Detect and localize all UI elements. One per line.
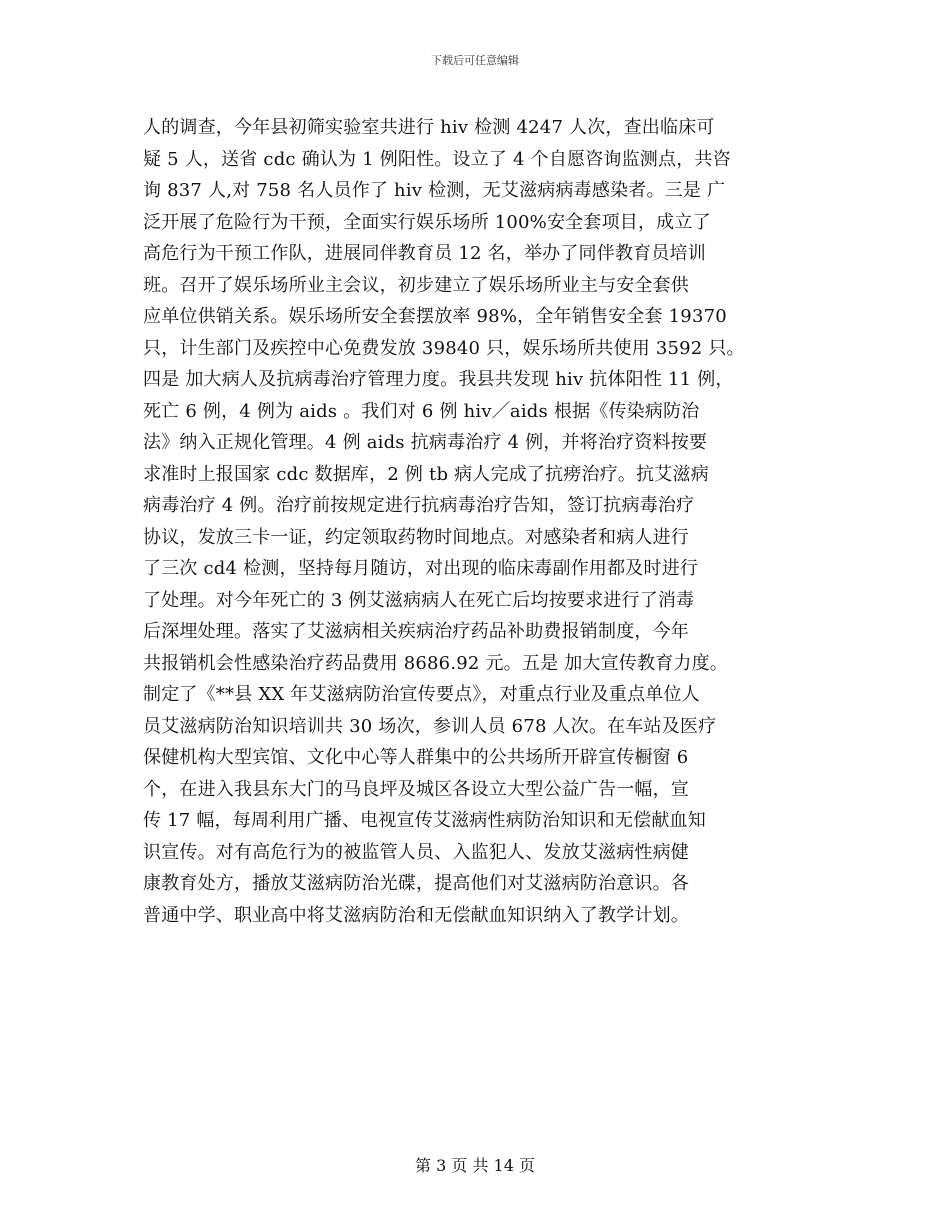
body-line: 只，计生部门及疾控中心免费发放 39840 只，娱乐场所共使用 3592 只。 <box>143 337 745 359</box>
body-line: 应单位供销关系。娱乐场所安全套摆放率 98%，全年销售安全套 19370 <box>143 306 727 327</box>
body-line: 了处理。对今年死亡的 3 例艾滋病病人在死亡后均按要求进行了消毒 <box>143 589 695 611</box>
body-line: 了三次 cd4 检测，坚持每月随访，对出现的临床毒副作用都及时进行 <box>143 558 699 579</box>
body-line: 四是 加大病人及抗病毒治疗管理力度。我县共发现 hiv 抗体阳性 11 例， <box>143 369 734 390</box>
body-line: 保健机构大型宾馆、文化中心等人群集中的公共场所开辟宣传橱窗 6 <box>143 747 689 768</box>
page-number: 第 3 页 共 14 页 <box>415 1156 535 1175</box>
page-header: 下载后可任意编辑 <box>431 54 519 67</box>
body-line: 法》纳入正规化管理。4 例 aids 抗病毒治疗 4 例，并将治疗资料按要 <box>143 432 708 453</box>
body-line: 死亡 6 例，4 例为 aids 。我们对 6 例 hiv／aids 根据《传染病防治 <box>143 400 700 422</box>
body-line: 询 837 人,对 758 名人员作了 hiv 检测，无艾滋病病毒感染者。三是 广 <box>143 180 726 201</box>
body-line: 制定了《**县 XX 年艾滋病防治宣传要点》，对重点行业及重点单位人 <box>143 684 700 705</box>
body-line: 康教育处方，播放艾滋病防治光碟，提高他们对艾滋病防治意识。各 <box>143 873 689 894</box>
body-line: 员艾滋病防治知识培训共 30 场次，参训人员 678 人次。在车站及医疗 <box>143 715 717 737</box>
body-line: 传 17 幅，每周利用广播、电视宣传艾滋病性病防治知识和无偿献血知 <box>143 810 706 831</box>
body-line: 后深埋处理。落实了艾滋病相关疾病治疗药品补助费报销制度，今年 <box>143 621 689 642</box>
body-line: 识宣传。对有高危行为的被监管人员、入监犯人、发放艾滋病性病健 <box>143 841 689 863</box>
body-line: 病毒治疗 4 例。治疗前按规定进行抗病毒治疗告知，签订抗病毒治疗 <box>143 495 695 516</box>
body-line: 班。召开了娱乐场所业主会议，初步建立了娱乐场所业主与安全套供 <box>143 274 689 296</box>
body-line: 疑 5 人，送省 cdc 确认为 1 例阳性。设立了 4 个自愿咨询监测点，共咨 <box>143 148 731 170</box>
body-line: 共报销机会性感染治疗药品费用 8686.92 元。五是 加大宣传教育力度。 <box>143 652 728 674</box>
body-line: 求准时上报国家 cdc 数据库，2 例 tb 病人完成了抗痨治疗。抗艾滋病 <box>143 463 709 485</box>
body-line: 高危行为干预工作队，进展同伴教育员 12 名，举办了同伴教育员培训 <box>143 243 706 264</box>
body-line: 普通中学、职业高中将艾滋病防治和无偿献血知识纳入了教学计划。 <box>143 904 689 926</box>
body-line: 个，在进入我县东大门的马良坪及城区各设立大型公益广告一幅，宣 <box>143 778 689 800</box>
document-body <box>143 112 833 931</box>
body-line: 泛开展了危险行为干预，全面实行娱乐场所 100%安全套项目，成立了 <box>143 211 711 233</box>
body-line: 协议，发放三卡一证，约定领取药物时间地点。对感染者和病人进行 <box>143 526 689 548</box>
body-line: 人的调查，今年县初筛实验室共进行 hiv 检测 4247 人次，查出临床可 <box>143 117 715 138</box>
